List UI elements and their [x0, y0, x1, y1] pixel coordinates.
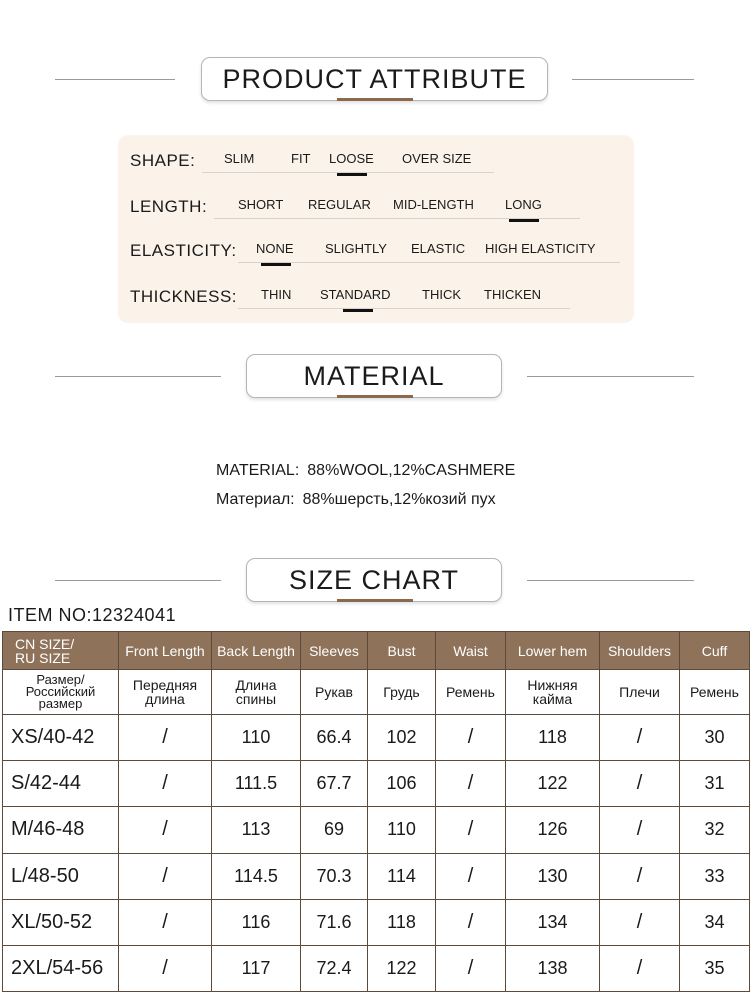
size-label-cell: XL/50-52: [3, 899, 119, 945]
measurement-cell: 116: [212, 899, 301, 945]
selected-marker: [343, 309, 373, 312]
measurement-cell: 113: [212, 807, 301, 853]
header-cell: Lower hem: [506, 632, 600, 670]
accent-bar: [337, 98, 413, 101]
attribute-underline: [238, 262, 620, 263]
attribute-option: THICKEN: [484, 287, 542, 302]
header-cell-ru: Нижняя кайма: [506, 670, 600, 715]
divider-right: [572, 79, 694, 80]
product-attribute-header: [0, 57, 750, 107]
measurement-cell: /: [436, 715, 506, 761]
table-header-en: [3, 632, 750, 670]
table-header-ru: [3, 670, 750, 715]
attribute-option: HIGH ELASTICITY: [485, 241, 596, 256]
measurement-cell: 118: [506, 715, 600, 761]
measurement-cell: /: [600, 807, 680, 853]
measurement-cell: 114: [368, 853, 436, 899]
material-ru: [216, 491, 496, 509]
attribute-label: SHAPE:: [130, 151, 196, 170]
measurement-cell: /: [436, 899, 506, 945]
attribute-label: LENGTH:: [130, 197, 208, 216]
measurement-cell: /: [436, 945, 506, 991]
table-row: [3, 761, 750, 807]
header-cell-ru: Длина спины: [212, 670, 301, 715]
size-chart-header: [0, 558, 750, 608]
measurement-cell: 69: [301, 807, 368, 853]
measurement-cell: 32: [680, 807, 750, 853]
attribute-label: ELASTICITY:: [130, 241, 237, 260]
size-label-cell: XS/40-42: [3, 715, 119, 761]
item-number: ITEM NO:12324041: [8, 605, 177, 625]
table-row: [3, 807, 750, 853]
measurement-cell: 110: [368, 807, 436, 853]
header-cell: Front Length: [119, 632, 212, 670]
size-chart-table: [2, 631, 750, 992]
measurement-cell: 122: [506, 761, 600, 807]
measurement-cell: /: [436, 853, 506, 899]
material-ru-label: Материал:: [216, 491, 295, 508]
attribute-option: SLIGHTLY: [325, 241, 387, 256]
header-cell: Waist: [436, 632, 506, 670]
measurement-cell: /: [600, 853, 680, 899]
measurement-cell: 138: [506, 945, 600, 991]
size-label-cell: 2XL/54-56: [3, 945, 119, 991]
attribute-row-shape: [118, 145, 634, 175]
measurement-cell: /: [600, 715, 680, 761]
divider-left: [55, 580, 221, 581]
selected-marker: [509, 219, 539, 222]
measurement-cell: /: [119, 945, 212, 991]
header-cell-ru: Передняя длина: [119, 670, 212, 715]
material-ru-value: 88%шерсть,12%козий пух: [302, 491, 496, 508]
accent-bar: [337, 599, 413, 602]
divider-left: [55, 79, 175, 80]
measurement-cell: 70.3: [301, 853, 368, 899]
attribute-row-length: [118, 191, 634, 221]
selected-marker: [337, 173, 367, 176]
attribute-option: SHORT: [238, 197, 284, 212]
measurement-cell: 111.5: [212, 761, 301, 807]
size-label-cell: L/48-50: [3, 853, 119, 899]
section-title-product-attribute: PRODUCT ATTRIBUTE: [201, 57, 548, 101]
material-en: [216, 462, 515, 480]
header-cell-ru: Ремень: [680, 670, 750, 715]
attribute-card: [118, 135, 634, 323]
measurement-cell: 66.4: [301, 715, 368, 761]
header-cell: Back Length: [212, 632, 301, 670]
attribute-underline: [238, 308, 570, 309]
measurement-cell: 72.4: [301, 945, 368, 991]
header-cell-ru: Ремень: [436, 670, 506, 715]
measurement-cell: 35: [680, 945, 750, 991]
measurement-cell: 130: [506, 853, 600, 899]
measurement-cell: 67.7: [301, 761, 368, 807]
attribute-option: OVER SIZE: [402, 151, 472, 166]
section-title-material: MATERIAL: [246, 354, 502, 398]
measurement-cell: 118: [368, 899, 436, 945]
material-en-value: 88%WOOL,12%CASHMERE: [307, 462, 516, 479]
attribute-option: LONG: [505, 197, 542, 212]
divider-left: [55, 376, 221, 377]
measurement-cell: 114.5: [212, 853, 301, 899]
accent-bar: [337, 395, 413, 398]
header-cell: Cuff: [680, 632, 750, 670]
measurement-cell: 33: [680, 853, 750, 899]
section-title-size-chart: SIZE CHART: [246, 558, 502, 602]
attribute-option: NONE: [256, 241, 294, 256]
measurement-cell: 117: [212, 945, 301, 991]
attribute-option: THIN: [261, 287, 292, 302]
measurement-cell: 126: [506, 807, 600, 853]
attribute-option: STANDARD: [320, 287, 391, 302]
header-cell-ru: Размер/ Российский размер: [3, 670, 119, 715]
size-label-cell: M/46-48: [3, 807, 119, 853]
divider-right: [527, 580, 694, 581]
measurement-cell: 34: [680, 899, 750, 945]
measurement-cell: 110: [212, 715, 301, 761]
table-row: [3, 715, 750, 761]
header-cell: Shoulders: [600, 632, 680, 670]
header-cell: CN SIZE/ RU SIZE: [3, 632, 119, 670]
measurement-cell: /: [436, 807, 506, 853]
measurement-cell: 106: [368, 761, 436, 807]
table-row: [3, 899, 750, 945]
measurement-cell: 31: [680, 761, 750, 807]
measurement-cell: /: [119, 899, 212, 945]
header-cell: Sleeves: [301, 632, 368, 670]
measurement-cell: /: [600, 945, 680, 991]
attribute-row-elasticity: [118, 235, 634, 265]
measurement-cell: /: [119, 853, 212, 899]
measurement-cell: 71.6: [301, 899, 368, 945]
header-cell-ru: Рукав: [301, 670, 368, 715]
measurement-cell: 134: [506, 899, 600, 945]
measurement-cell: /: [436, 761, 506, 807]
measurement-cell: /: [600, 899, 680, 945]
attribute-label: THICKNESS:: [130, 287, 238, 306]
selected-marker: [261, 263, 291, 266]
measurement-cell: 30: [680, 715, 750, 761]
divider-right: [527, 376, 694, 377]
table-row: [3, 945, 750, 991]
header-cell-ru: Грудь: [368, 670, 436, 715]
measurement-cell: /: [119, 715, 212, 761]
measurement-cell: /: [119, 761, 212, 807]
size-label-cell: S/42-44: [3, 761, 119, 807]
attribute-option: MID-LENGTH: [393, 197, 474, 212]
material-header: [0, 354, 750, 404]
measurement-cell: /: [600, 761, 680, 807]
attribute-row-thickness: [118, 281, 634, 311]
attribute-option: LOOSE: [329, 151, 374, 166]
measurement-cell: 122: [368, 945, 436, 991]
measurement-cell: 102: [368, 715, 436, 761]
measurement-cell: /: [119, 807, 212, 853]
attribute-option: SLIM: [224, 151, 255, 166]
material-en-label: MATERIAL:: [216, 462, 300, 479]
attribute-option: REGULAR: [308, 197, 371, 212]
table-row: [3, 853, 750, 899]
attribute-option: THICK: [422, 287, 461, 302]
attribute-option: ELASTIC: [411, 241, 466, 256]
attribute-option: FIT: [291, 151, 311, 166]
header-cell: Bust: [368, 632, 436, 670]
header-cell-ru: Плечи: [600, 670, 680, 715]
